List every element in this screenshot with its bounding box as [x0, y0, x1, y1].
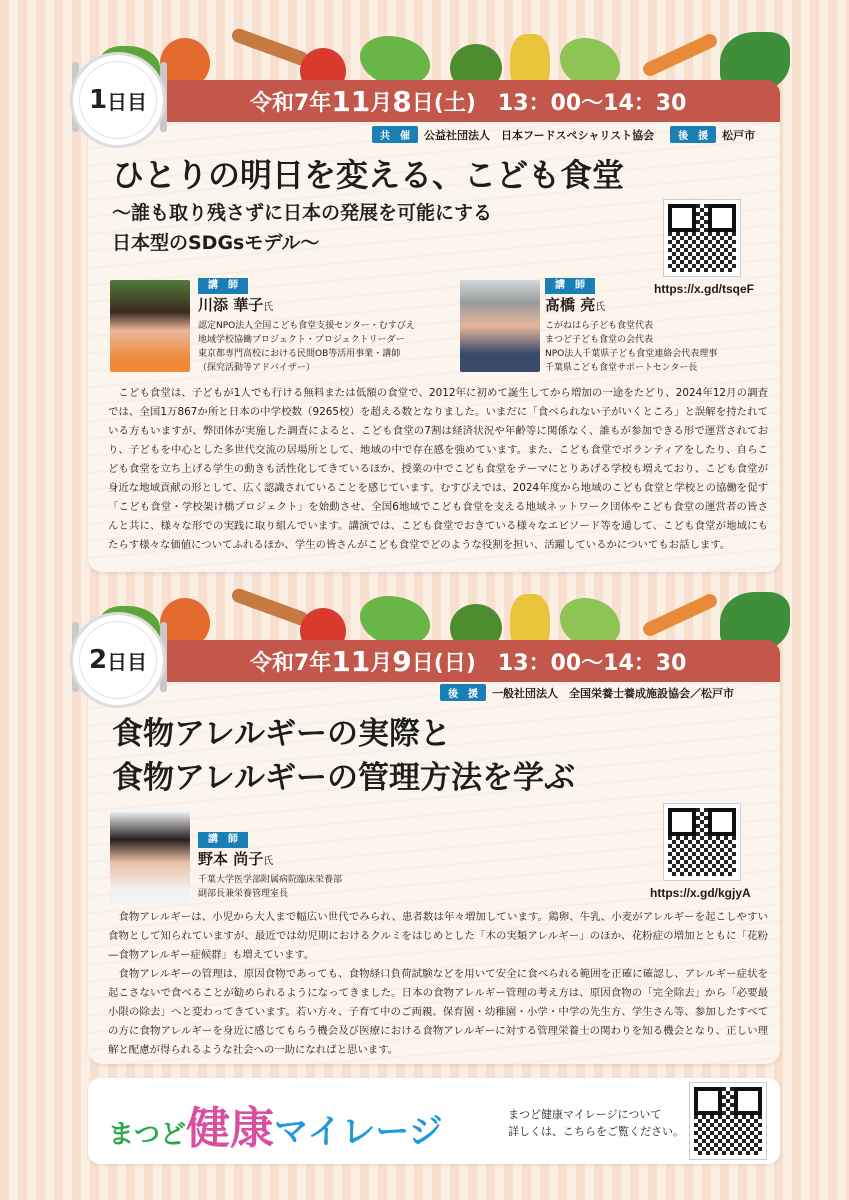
- day2-date-banner: 令和7年 11 月 9 日 (日) 13：00〜14：30: [160, 640, 780, 682]
- day2-qr-url[interactable]: https://x.gd/kgjyA: [650, 886, 751, 900]
- day1-qr-code[interactable]: [664, 200, 740, 276]
- day1-date-banner: 令和7年 11 月 8 日 (土) 13：00〜14：30: [160, 80, 780, 122]
- day1-subtitle-1: 〜誰も取り残さずに日本の発展を可能にする: [112, 202, 493, 224]
- day2-description: 食物アレルギーは、小児から大人まで幅広い世代でみられ、患者数は年々増加しています。鶏卵、牛乳、小麦がアレルギーを起こしやすい食物として知られていますが、最近では幼児期におけるクルミをはじめとした「木の実類アレルギー」のほか、花粉症の増加とともに「花粉—食物アレルギー症候群」も増えています。 食物アレルギーの管理は、原因食物であっても、食物経口負荷試験などを用いて安全に食べられる範囲を正確に確認し、アレルギー症状を起こさないで食べることが勧められるようになってきました。日本の食物アレルギー管理の考え方は、原因食物の「完全除去」から「必要最小限の除去」へと変わってきています。若い方々、子育て中のご両親、保育園・幼稚園・小学・中学の先生方、学生さん等、参加したすべての方に食物アレルギーを身近に感じてもらう機会及び医療における食物アレルギーに対する管理栄養士の関わりを知る機会となり、正しい理解と配慮が得られるような社会への一助になればと思います。: [108, 911, 768, 1056]
- footer-info-text: まつど健康マイレージについて 詳しくは、こちらをご覧ください。: [508, 1108, 684, 1138]
- day1-plate-badge: 1 日目: [70, 52, 166, 148]
- day1-title: ひとりの明日を変える、こども食堂: [112, 156, 625, 194]
- day2-title-2: 食物アレルギーの管理方法を学ぶ: [112, 760, 575, 796]
- day2-plate-badge: 2 日目: [70, 612, 166, 708]
- health-mileage-logo: まつど健康マイレージ: [108, 1103, 443, 1154]
- lecturer-2-info: 講 師 髙橋 亮氏 こがねはら子ども食堂代表 まつど子ども食堂の会代表 NPO法人千葉県子ども食堂連絡会代表理事 千葉県こども食堂サポートセンター長: [545, 280, 718, 373]
- lecturer-3-info: 講 師 野本 尚子氏 千葉大学医学部附属病院臨床栄養部 副部長兼栄養管理室長: [198, 834, 343, 899]
- lecturer-3-photo: [110, 812, 190, 904]
- day1-qr-url[interactable]: https://x.gd/tsqeF: [654, 282, 754, 296]
- day2-sponsors: 後 援 一般社団法人 全国栄養士養成施設協会／松戸市: [440, 684, 734, 701]
- day1-sponsors: 共 催 公益社団法人 日本フードスペシャリスト協会 後 援 松戸市: [372, 126, 755, 143]
- health-mileage-footer: [88, 1078, 780, 1164]
- lecturer-2-photo: [460, 280, 540, 372]
- day1-description: こども食堂は、子どもが1人でも行ける無料または低額の食堂で、2012年に初めて誕生してから増加の一途をたどり、2024年12月の調査では、全国1万867か所と日本の中学校数（9265校）を超える数となりました。いまだに「食べられない子がいくところ」と誤解を持たれている方もいますが、弊団体が実施した調査によると、こども食堂の7割は経済状況や年齢等に関係なく、誰もが参加できる形で運営されており、子どもを中心とした多世代交流の居場所として、地域の中で存在感を強めています。また、こども食堂でボランティアをしたり、自らこども食堂を立ち上げる学生の動きも活性化してきているほか、授業の中でこども食堂をテーマにとりあげる学校も増えており、こども食堂が身近な地域貢献の形として、広く認識されていることを感じています。むすびえでは、2024年度から地域のこども食堂と学校との協働を促す「こども食堂・学校架け橋プロジェクト」を始動させ、全国6地域でこども食堂を支える地域ネットワーク団体やこども食堂の運営者の皆さんと共に、様々な形での実践に取り組んでいます。講演では、こども食堂でおきている様々なエピソード等を通して、こども食堂が地域にもたらす様々な価値についてふれるほか、学生の皆さんがこども食堂でどのような役割を担い、活躍しているかについてもお話します。: [108, 387, 768, 551]
- day1-subtitle-2: 日本型のSDGsモデル〜: [112, 232, 320, 254]
- day2-qr-code[interactable]: [664, 804, 740, 880]
- day2-title-1: 食物アレルギーの実際と: [112, 716, 451, 752]
- lecturer-1-info: 講 師 川添 華子氏 認定NPO法人全国こども食堂支援センター・むすびえ 地域学校協働プロジェクト・プロジェクトリーダー 東京都専門高校における民間OB等活用事業・講師 （探究活動等アドバイザー）: [198, 280, 415, 373]
- footer-qr-code[interactable]: [690, 1083, 766, 1159]
- lecturer-1-photo: [110, 280, 190, 372]
